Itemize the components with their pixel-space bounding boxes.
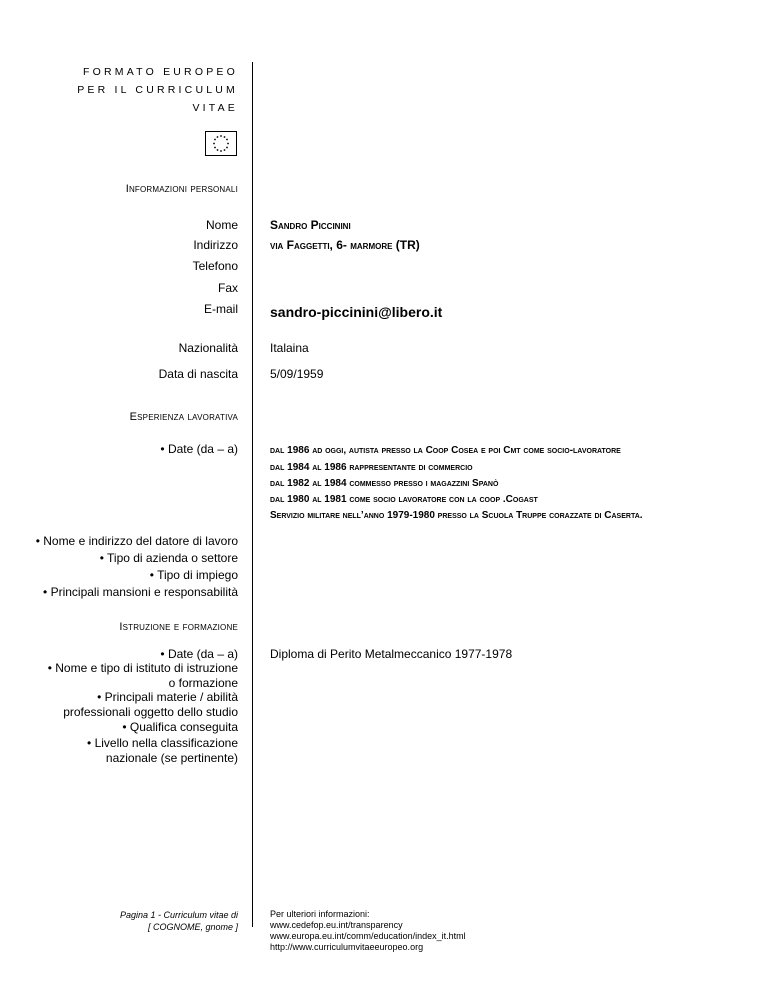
label-email: E-mail [203, 302, 238, 316]
label-subjects: • Principali materie / abilità professionali oggetto dello studio [63, 690, 238, 719]
value-edu-diploma: Diploma di Perito Metalmeccanico 1977-1978 [270, 647, 513, 661]
label-work-dates: • Date (da – a) [160, 442, 238, 456]
label-institute: • Nome e tipo di istituto di istruzione o formazione [47, 661, 238, 690]
label-fax: Fax [217, 281, 238, 295]
footer-link-europa[interactable]: www.europa.eu.int/comm/education/index_it.html [270, 931, 466, 941]
label-sector: • Tipo di azienda o settore [99, 551, 238, 565]
label-national-level: • Livello nella classificazione nazionale (se pertinente) [87, 736, 238, 765]
label-name: Nome [205, 218, 238, 232]
cv-title-line1: FORMATO EUROPEO [83, 66, 238, 78]
label-job-type: • Tipo di impiego [149, 568, 238, 582]
value-name: Sandro Piccinini [270, 218, 351, 232]
work-entry-4: dal 1980 al 1981 come socio lavoratore con la coop .Cogast [270, 494, 538, 505]
footer-page-info [120, 909, 238, 933]
label-phone: Telefono [192, 259, 238, 273]
label-edu-dates: • Date (da – a) [160, 647, 238, 661]
eu-flag-icon [205, 131, 237, 156]
cv-title-line2: PER IL CURRICULUM [77, 84, 238, 96]
footer-page-line2: [ COGNOME, gnome ] [147, 922, 238, 932]
footer-link-cv[interactable]: http://www.curriculumvitaeeuropeo.org [270, 942, 424, 952]
footer-info-line1: Per ulteriori informazioni: [270, 909, 370, 919]
section-heading-work: Esperienza lavorativa [129, 411, 238, 423]
value-nationality: Italaina [270, 341, 309, 355]
label-nationality: Nazionalità [178, 341, 238, 355]
work-entry-3: dal 1982 al 1984 commesso presso i magazzini Spanò [270, 478, 499, 489]
value-address: via Faggetti, 6- marmore (TR) [270, 238, 420, 252]
value-email: sandro-piccinini@libero.it [270, 304, 443, 320]
work-entry-1: dal 1986 ad oggi, autista presso la Coop Cosea e poi Cmt come socio-lavoratore [270, 445, 621, 456]
footer-links [270, 909, 466, 953]
label-birthdate: Data di nascita [158, 367, 238, 381]
vertical-divider [252, 62, 253, 927]
footer-link-cedefop[interactable]: www.cedefop.eu.int/transparency [270, 920, 403, 930]
cv-title-line3: VITAE [192, 102, 238, 114]
value-birthdate: 5/09/1959 [270, 367, 324, 381]
work-entry-2: dal 1984 al 1986 rappresentante di commercio [270, 462, 473, 473]
section-heading-education: Istruzione e formazione [119, 621, 238, 633]
section-heading-personal: Informazioni personali [125, 183, 238, 195]
label-address: Indirizzo [193, 238, 238, 252]
work-entry-5: Servizio militare nell’anno 1979-1980 presso la Scuola Truppe corazzate di Caserta. [270, 510, 643, 521]
footer-page-line1: Pagina 1 - Curriculum vitae di [119, 910, 238, 920]
label-employer: • Nome e indirizzo del datore di lavoro [35, 534, 238, 548]
label-duties: • Principali mansioni e responsabilità [43, 585, 238, 599]
label-qualification: • Qualifica conseguita [122, 720, 238, 734]
